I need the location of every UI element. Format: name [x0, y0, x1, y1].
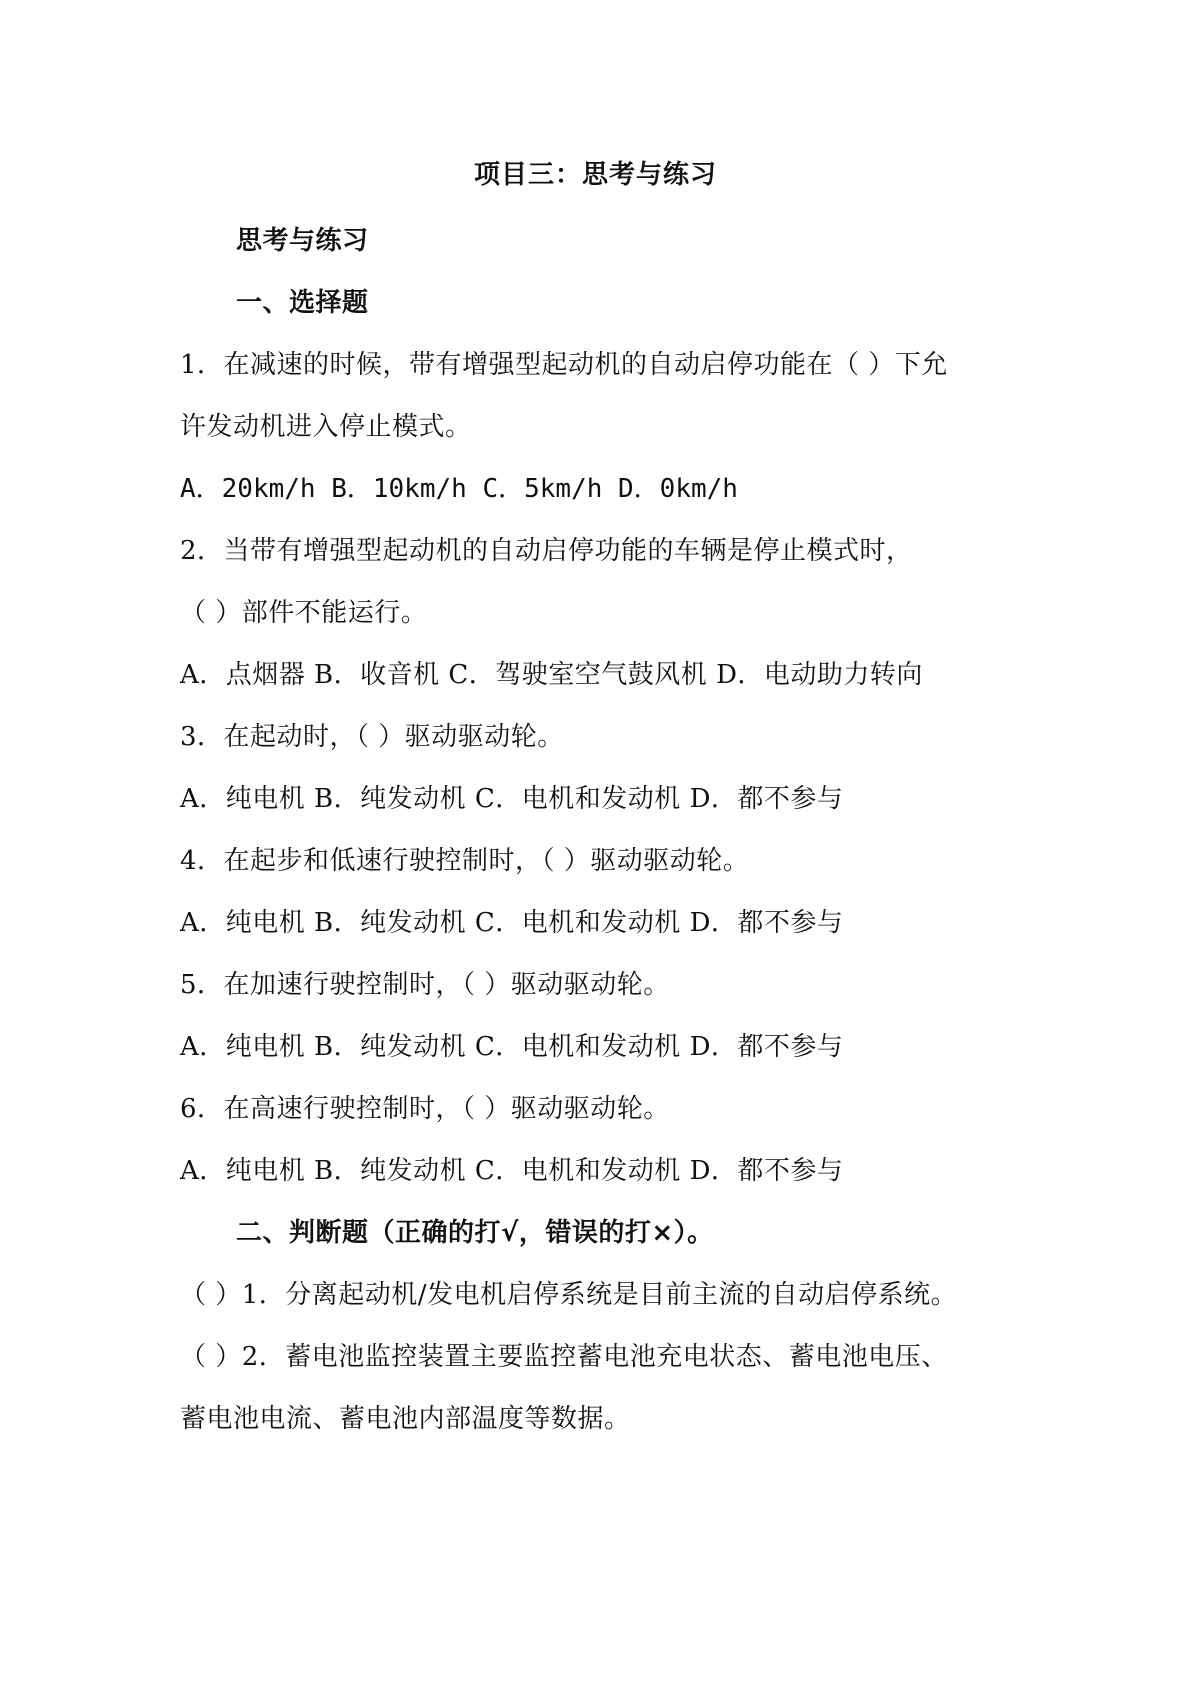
section-heading-judgment: 二、判断题（正确的打√，错误的打×）。	[236, 1218, 714, 1248]
question-3: 3．在起动时，（ ）驱动驱动轮。	[180, 722, 564, 752]
question-2-options: A．点烟器 B．收音机 C．驾驶室空气鼓风机 D．电动助力转向	[180, 660, 923, 690]
question-4: 4．在起步和低速行驶控制时，（ ）驱动驱动轮。	[180, 846, 750, 876]
question-1-options: A．20km/h B．10km/h C．5km/h D．0km/h	[180, 474, 738, 504]
document-body	[180, 221, 1020, 1461]
question-1-line-1: 1．在减速的时候，带有增强型起动机的自动启停功能在（ ）下允	[180, 350, 948, 380]
question-4-options: A．纯电机 B．纯发动机 C．电机和发动机 D．都不参与	[180, 908, 844, 938]
question-2-line-2: （ ）部件不能运行。	[180, 598, 428, 628]
question-5-options: A．纯电机 B．纯发动机 C．电机和发动机 D．都不参与	[180, 1032, 844, 1062]
question-3-options: A．纯电机 B．纯发动机 C．电机和发动机 D．都不参与	[180, 784, 844, 814]
question-2-line-1: 2．当带有增强型起动机的自动启停功能的车辆是停止模式时，	[180, 536, 913, 566]
page-title: 项目三：思考与练习	[473, 160, 717, 190]
judgment-2-line-2: 蓄电池电流、蓄电池内部温度等数据。	[180, 1404, 631, 1434]
section-heading-choice: 一、选择题	[236, 288, 369, 318]
judgment-1: （ ）1．分离起动机/发电机启停系统是目前主流的自动启停系统。	[180, 1280, 958, 1310]
question-1-line-2: 许发动机进入停止模式。	[180, 412, 472, 442]
subtitle: 思考与练习	[236, 226, 369, 256]
question-6-options: A．纯电机 B．纯发动机 C．电机和发动机 D．都不参与	[180, 1156, 844, 1186]
question-6: 6．在高速行驶控制时，（ ）驱动驱动轮。	[180, 1094, 670, 1124]
question-5: 5．在加速行驶控制时，（ ）驱动驱动轮。	[180, 970, 670, 1000]
judgment-2-line-1: （ ）2．蓄电池监控装置主要监控蓄电池充电状态、蓄电池电压、	[180, 1342, 948, 1372]
